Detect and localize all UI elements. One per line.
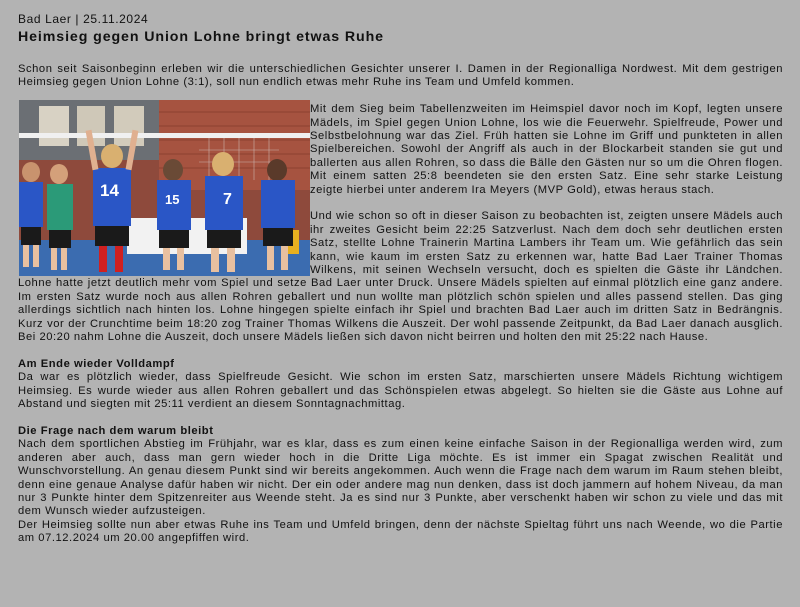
section-text-warum: Nach dem sportlichen Abstieg im Frühjahr, war es klar, dass es zum einen keine einfache Saison in der Regionalliga werden wird, zum anderen aber auch, dass man gern wieder hoch in die Dritte Liga möchte. Es ist immer ein Spagat zwischen Realität und Wunschvorstellung. An genau diesem Punkt sind wir bereits angekommen. Auch wenn die Frage nach dem warum im Raum stehen bleibt, denn eine genaue Analyse dafür haben wir nicht. Der ein oder andere mag nun denken, dass ist doch jammern auf hohem Niveau, da man nur 3 Punkte hinter dem Spitzenreiter aus Weende steht. Ja es sind nur 3 Punkte, aber verschenkt haben wir schon zu viele und das mit dem Wunsch wieder aufzusteigen. [18, 438, 783, 518]
jersey-number-14: 14 [100, 181, 119, 201]
jersey-number-7: 7 [223, 191, 232, 209]
article-paragraph-2: Und wie schon so oft in dieser Saison zu beobachten ist, zeigten unsere Mädels auch ihr zweites Gesicht beim 22:25 Satzverlust. Nach dem doch sehr deutlichen ersten Satz, stellte Lohne Trainerin Martina Lambers ihr Team um. Wie gefährlich das sein kann, wie kaum im ersten Satz zu erkennen war, hatte Bad Laer Trainer Thomas Wilkens, mit seinen Wechseln versucht, doch es spielten die Gäste ihr Ländchen. Lohne hatte jetzt deutlich mehr vom Spiel und setze Bad Laer unter Druck. Unsere Mädels spielten auf einmal plötzlich eine ganz andere. Im ersten Satz wurde noch aus allen Rohren geballert und nun wollte man plötzlich schön spielen und alles passend stellen. Das ging allerdings sichtlich nach hinten los. Lohne hingegen spielte einfach ihr Spiel und brachten Bad Laer auch im dritten Satz in Bedrängnis. Kurz vor der Crunchtime beim 18:20 zog Trainer Thomas Wilkens die Auszeit. Der wohl passende Zeitpunkt, da Bad Laer danach ausglich. Bei 20:20 nahm Lohne die Auszeit, doch unsere Mädels ließen sich davon nicht beirren und holten den mit 25:22 nach Hause. [18, 210, 783, 344]
article-lead: Schon seit Saisonbeginn erleben wir die unterschiedlichen Gesichter unserer I. Damen in der Regionalliga Nordwest. Mit dem gestrigen Heimsieg gegen Union Lohne (3:1), soll nun endlich etwas mehr Ruhe ins Team und Umfeld kommen. [18, 63, 783, 89]
article-title: Heimsieg gegen Union Lohne bringt etwas Ruhe [18, 29, 384, 45]
section-heading-warum: Die Frage nach dem warum bleibt [18, 424, 214, 437]
article [18, 12, 783, 546]
article-paragraph-1: Mit dem Sieg beim Tabellenzweiten im Heimspiel davor noch im Kopf, legten unsere Mädels, im Spiel gegen Union Lohne, los wie die Feuerwehr. Spielfreude, Power und Selbstbelohnung war das Ziel. Früh hatten sie Lohne im Griff und punkteten in allen Spielbereichen. Sowohl der Angriff als auch in der Blockarbeit standen sie gut und ballerten aus allen Rohren, so dass die Bälle den Gästen nur so um die Ohren flogen. Mit einem satten 25:8 beendeten sie den ersten Satz. Eine sehr starke Leistung zeigte hierbei unter anderem Ira Meyers (MVP Gold), etwas heraus stach. [310, 103, 783, 196]
team-photo [19, 100, 310, 276]
jersey-number-15: 15 [165, 192, 180, 208]
section-heading-volldampf: Am Ende wieder Volldampf [18, 357, 175, 370]
article-dateline: Bad Laer | 25.11.2024 [18, 12, 149, 26]
section-text-warum-closing: Der Heimsieg sollte nun aber etwas Ruhe ins Team und Umfeld bringen, denn der nächste Spieltag führt uns nach Weende, wo die Partie am 07.12.2024 um 20.00 angepfiffen wird. [18, 518, 783, 545]
section-text-volldampf: Da war es plötzlich wieder, dass Spielfreude Gesicht. Wie schon im ersten Satz, marschierten unsere Mädels Richtung wichtigem Heimsieg. Es wurde wieder aus allen Rohren geballert und das Schönspielen etwas abgelegt. So hielten sie die Gäste aus Lohne auf Abstand und siegten mit 25:11 verdient an diesem Sonntagnachmittag. [18, 371, 783, 411]
